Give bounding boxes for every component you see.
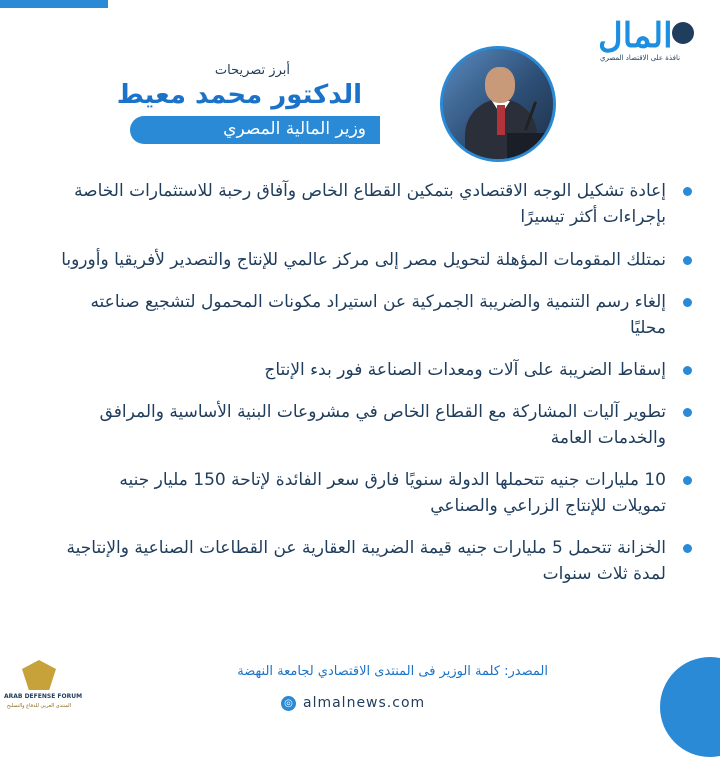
bullet-dot-icon	[683, 298, 692, 307]
photo-podium	[507, 133, 556, 162]
statement-text: تطوير آليات المشاركة مع القطاع الخاص في مشروعات البنية الأساسية والمرافق والخدمات العامة	[99, 402, 666, 448]
website-text: almalnews.com	[303, 695, 426, 711]
bullet-dot-icon	[683, 256, 692, 265]
eagle-emblem-icon	[22, 660, 56, 690]
bullet-dot-icon	[683, 476, 692, 485]
speaker-name: الدكتور محمد معيط	[116, 80, 362, 110]
statement-item	[60, 178, 700, 230]
statement-text: إعادة تشكيل الوجه الاقتصادي بتمكين القطاع الخاص وآفاق رحبة للاستثمارات الخاصة بإجراءات أكثر تيسيرًا	[74, 181, 666, 227]
bullet-dot-icon	[683, 366, 692, 375]
statement-text: إسقاط الضريبة على آلات ومعدات الصناعة فور بدء الإنتاج	[264, 360, 666, 380]
globe-icon	[672, 22, 694, 44]
watermark-title: ARAB DEFENSE FORUM	[4, 693, 83, 700]
page-subtitle: أبرز تصريحات	[214, 63, 290, 78]
photo-tie	[497, 105, 505, 135]
speaker-photo	[440, 46, 556, 162]
statement-text: الخزانة تتحمل 5 مليارات جنيه قيمة الضريبة العقارية عن القطاعات الصناعية والإنتاجية لمدة ثلاث سنوات	[66, 538, 666, 584]
bullet-dot-icon	[683, 544, 692, 553]
globe-web-icon: ◎	[281, 696, 296, 711]
bullet-dot-icon	[683, 187, 692, 196]
statement-item	[60, 247, 700, 273]
speaker-role: وزير المالية المصري	[223, 119, 366, 139]
corner-decoration	[660, 657, 720, 757]
statement-text: نمتلك المقومات المؤهلة لتحويل مصر إلى مركز عالمي للإنتاج والتصدير لأفريقيا وأوروبا	[61, 250, 666, 270]
statement-text: إلغاء رسم التنمية والضريبة الجمركية عن استيراد مكونات المحمول لتشجيع صناعته محليًا	[90, 292, 666, 338]
statements-list	[60, 178, 700, 587]
statement-item	[60, 535, 700, 587]
top-accent-bar	[0, 0, 108, 8]
bullet-dot-icon	[683, 408, 692, 417]
statement-item	[60, 399, 700, 451]
forum-watermark	[4, 660, 83, 716]
almal-logo[interactable]	[598, 16, 698, 66]
statement-item	[60, 289, 700, 341]
statement-item	[60, 357, 700, 383]
source-note: المصدر: كلمة الوزير فى المنتدى الاقتصادي لجامعة النهضة	[237, 664, 548, 679]
statement-text: 10 مليارات جنيه تتحملها الدولة سنويًا فارق سعر الفائدة لإتاحة 150 مليار جنيه تمويلات للإنتاج الزراعي والصناعي	[119, 470, 666, 516]
watermark-subtitle: المنتدى العربي للدفاع والتسليح	[6, 703, 72, 709]
role-banner	[130, 116, 380, 144]
logo-tagline: نافذة على الاقتصاد المصري	[600, 54, 681, 62]
statement-item	[60, 467, 700, 519]
logo-text: المال	[598, 16, 673, 56]
photo-head	[485, 67, 515, 103]
